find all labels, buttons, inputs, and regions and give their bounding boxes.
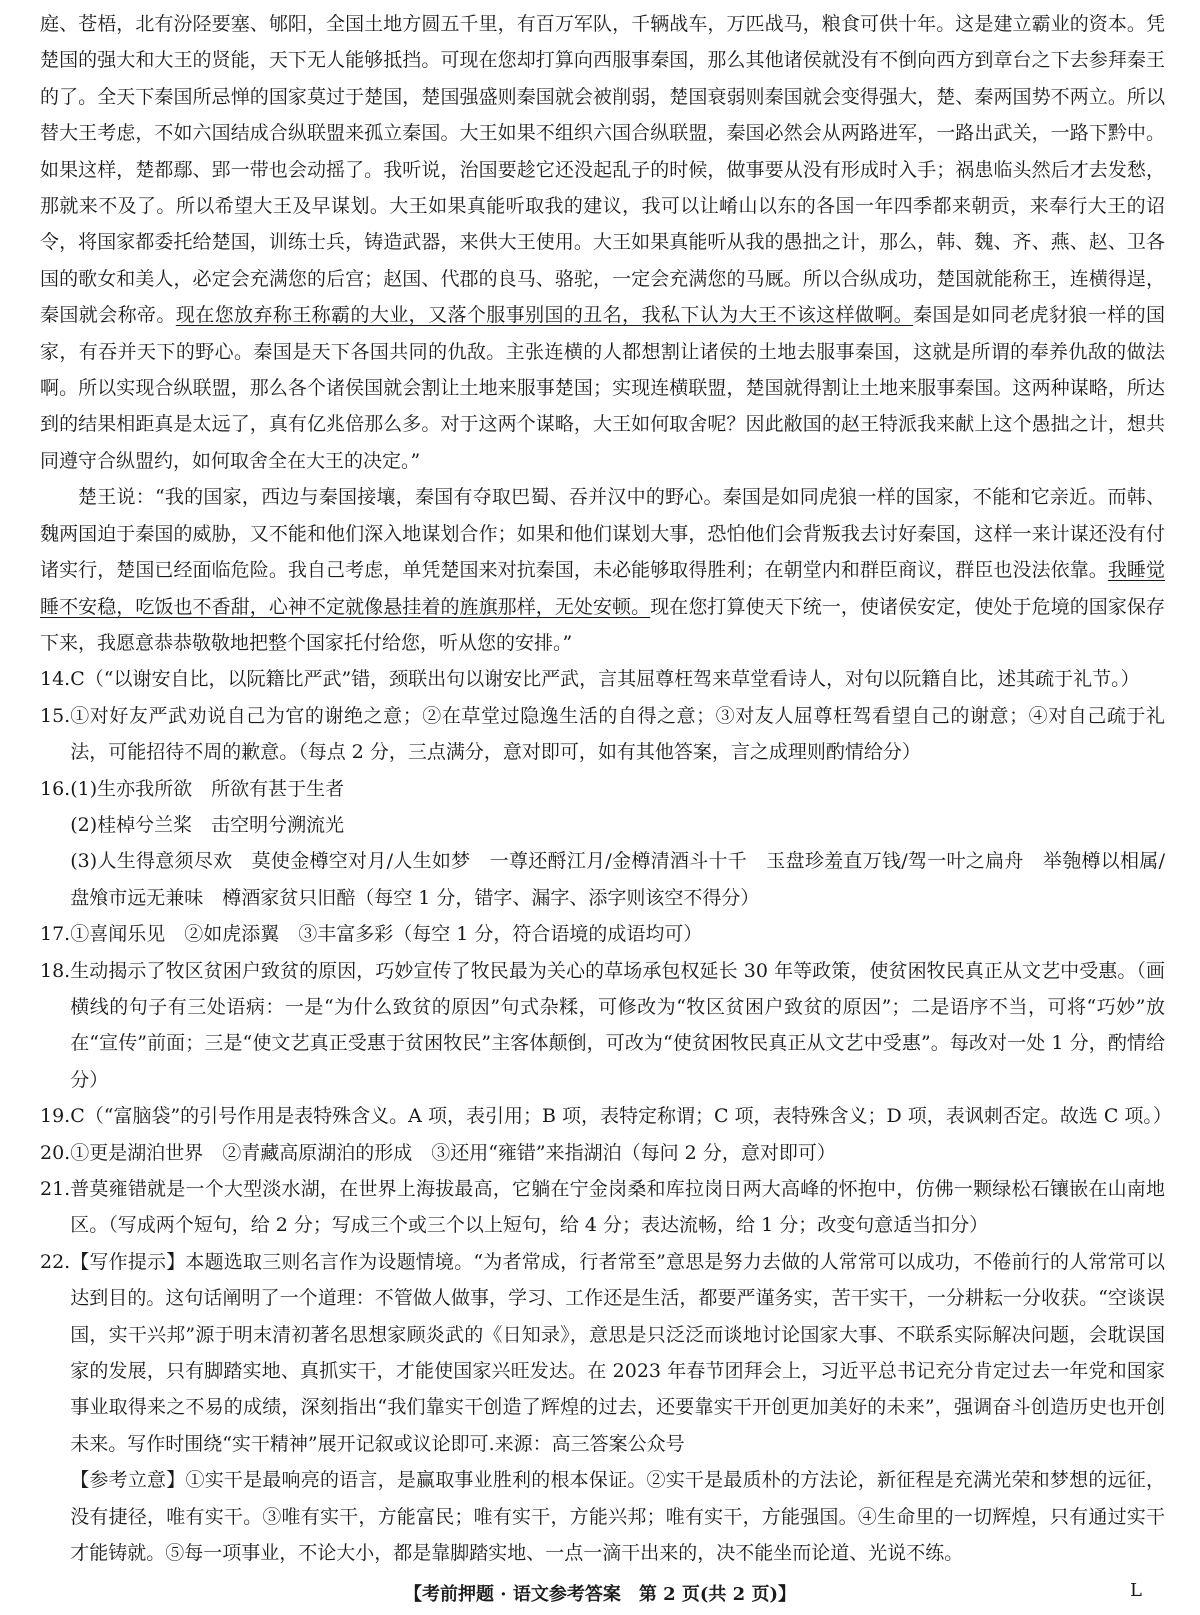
answer-text: 普莫雍错就是一个大型淡水湖，在世界上海拔最高，它躺在宁金岗桑和库拉岗日两大高峰的怀抱中，仿佛一颗绿松石镶嵌在山南地区。（写成两个短句，给 2 分；写成三个或三个以上短句，给 4 分；表达流畅，给 1 分；改变句意适当扣分） (70, 1178, 1165, 1237)
footer-label: 【考前押题 · 语文参考答案 第 2 页(共 2 页)】 (404, 1584, 796, 1605)
question-number: 17. (40, 923, 71, 946)
answer-line: (1)生亦我所欲 所欲有甚于生者 (70, 777, 345, 800)
answer-22 (40, 1244, 1165, 1572)
answer-15 (40, 698, 1165, 771)
question-number: 22. (40, 1250, 71, 1273)
answer-20 (40, 1135, 1165, 1171)
passage-text: 庭、苍梧，北有汾陉要塞、郇阳，全国土地方圆五千里，有百万军队，千辆战车，万匹战马，粮食可供十年。这是建立霸业的资本。凭楚国的强大和大王的贤能，天下无人能够抵挡。可现在您却打算向西服事秦国，那么其他诸侯就没有不倒向西方到章台之下去参拜秦王的了。全天下秦国所忌惮的国家莫过于楚国，楚国强盛则秦国就会被削弱，楚国衰弱则秦国就会变得强大，楚、秦两国势不两立。所以替大王考虑，不如六国结成合纵联盟来孤立秦国。大王如果不组织六国合纵联盟，秦国必然会从两路进军，一路出武关，一路下黔中。如果这样，楚都鄢、郢一带也会动摇了。我听说，治国要趁它还没起乱子的时候，做事要从没有形成时入手；祸患临头然后才去发愁，那就来不及了。所以希望大王及早谋划。大王如果真能听取我的建议，我可以让崤山以东的各国一年四季都来朝贡，来奉行大王的诏令，将国家都委托给楚国，训练士兵，铸造武器，来供大王使用。大王如果真能听从我的愚拙之计，那么，韩、魏、齐、燕、赵、卫各国的歌女和美人，必定会充满您的后宫；赵国、代郡的良马、骆驼，一定会充满您的马厩。所以合纵成功，楚国就能称王，连横得逞，秦国就会称帝。 (40, 13, 1165, 327)
answer-text: C（“以谢安自比，以阮籍比严武”错，颈联出句以谢安比严武，言其屈尊枉驾来草堂看诗人，对句以阮籍自比，述其疏于礼节。） (70, 668, 1140, 691)
passage-paragraph-1 (40, 6, 1165, 479)
passage-text: 现在您打算使天下统一，使诸侯安定，使处于危境的国家保存下来，我愿意恭恭敬敬地把整个国家托付给您，听从您的安排。” (40, 595, 1165, 654)
passage-paragraph-2 (40, 479, 1165, 661)
reference-theme: 【参考立意】①实干是最响亮的语言，是赢取事业胜利的根本保证。②实干是最质朴的方法论，新征程是充满光荣和梦想的远征，没有捷径，唯有实干。③唯有实干，方能富民；唯有实干，方能兴邦；唯有实干，方能强国。④生命里的一切辉煌，只有通过实干才能铸就。⑤每一项事业，不论大小，都是靠脚踏实地、一点一滴干出来的，决不能坐而论道、光说不练。 (70, 1469, 1165, 1565)
answer-14 (40, 661, 1165, 697)
question-number: 20. (40, 1141, 71, 1164)
passage-text: 秦国是如同老虎豺狼一样的国家，有吞并天下的野心。秦国是天下各国共同的仇敌。主张连横的人都想割让诸侯的土地去服事秦国，这就是所谓的奉养仇敌的做法啊。所以实现合纵联盟，那么各个诸侯国就会割让土地来服事楚国；实现连横联盟，楚国就得割让土地来服事秦国。这两种谋略，所达到的结果相距真是太远了，真有亿兆倍那么多。对于这两个谋略，大王如何取舍呢？因此敝国的赵王特派我来献上这个愚拙之计，想共同遵守合纵盟约，如何取舍全在大王的决定。” (40, 304, 1165, 472)
question-number: 14. (40, 668, 71, 691)
question-number: 21. (40, 1178, 71, 1200)
writing-tip: 【写作提示】本题选取三则名言作为设题情境。“为者常成，行者常至”意思是努力去做的人常常可以成功，不倦前行的人常常可以达到目的。这句话阐明了一个道理：不管做人做事，学习、工作还是生活，都要严谨务实，苦干实干，一分耕耘一分收获。“空谈误国，实干兴邦”源于明末清初著名思想家顾炎武的《日知录》，意思是只泛泛而谈地讨论国家大事、不联系实际解决问题，会耽误国家的发展，只有脚踏实地、真抓实干，才能使国家兴旺发达。在 2023 年春节团拜会上，习近平总书记充分肯定过去一年党和国家事业取得来之不易的成绩，深刻指出“我们靠实干创造了辉煌的过去，还要靠实干开创更加美好的未来”，强调奋斗创造历史也开创未来。写作时围绕“实干精神”展开记叙或议论即可.来源：高三答案公众号 (70, 1250, 1165, 1455)
answer-21 (40, 1171, 1165, 1244)
answer-text: C（“富脑袋”的引号作用是表特殊含义。A 项，表引用；B 项，表特定称谓；C 项，表特殊含义；D 项，表讽刺否定。故选 C 项。） (70, 1105, 1172, 1128)
answer-line: (2)桂棹兮兰桨 击空明兮溯流光 (70, 813, 345, 836)
answer-17 (40, 916, 1165, 952)
answer-line: (3)人生得意须尽欢 莫使金樽空对月/人生如梦 一尊还酹江月/金樽清酒斗十千 玉盘珍羞直万钱/驾一叶之扁舟 举匏樽以相属/盘飧市远无兼味 樽酒家贫只旧醅（每空 1 分，错字、漏字、添字则该空不得分） (70, 850, 1165, 909)
underlined-sentence: 我睡觉睡不安稳，吃饭也不香甜，心神不定就像悬挂着的旌旗那样，无处安顿。 (40, 559, 1165, 618)
answer-text: 生动揭示了牧区贫困户致贫的原因，巧妙宣传了牧民最为关心的草场承包权延长 30 年等政策，使贫困牧民真正从文艺中受惠。（画横线的句子有三处语病：一是“为什么致贫的原因”句式杂糅，可修改为“牧区贫困户致贫的原因”；二是语序不当，可将“巧妙”放在“宣传”前面；三是“使文艺真正受惠于贫困牧民”主客体颠倒，可改为“使贫困牧民真正从文艺中受惠”。每改对一处 1 分，酌情给分） (70, 959, 1165, 1091)
underlined-sentence: 现在您放弃称王称霸的大业，又落个服事别国的丑名，我私下认为大王不该这样做啊。 (175, 304, 914, 327)
question-number: 15. (40, 704, 71, 727)
footer-letter: L (1130, 1580, 1142, 1601)
answer-text: ①喜闻乐见 ②如虎添翼 ③丰富多彩（每空 1 分，符合语境的成语均可） (70, 923, 703, 946)
question-number: 18. (40, 959, 71, 982)
page-footer (0, 1580, 1200, 1608)
answer-19 (40, 1098, 1172, 1134)
question-number: 16. (40, 777, 71, 800)
answer-page (40, 6, 1172, 1571)
answer-text: ①对好友严武劝说自己为官的谢绝之意；②在草堂过隐逸生活的自得之意；③对友人屈尊枉驾看望自己的谢意；④对自己疏于礼法，可能招待不周的歉意。（每点 2 分，三点满分，意对即可，如有其他答案，言之成理则酌情给分） (70, 704, 1165, 764)
question-number: 19. (40, 1105, 71, 1128)
answer-16 (40, 771, 1165, 917)
answer-text: ①更是湖泊世界 ②青藏高原湖泊的形成 ③还用“雍错”来指湖泊（每问 2 分，意对即可） (70, 1141, 836, 1164)
answer-18 (40, 953, 1165, 1099)
passage-text: 楚王说：“我的国家，西边与秦国接壤，秦国有夺取巴蜀、吞并汉中的野心。秦国是如同虎狼一样的国家，不能和它亲近。而韩、魏两国迫于秦国的威胁，又不能和他们深入地谋划合作；如果和他们谋划大事，恐怕他们会背叛我去讨好秦国，这样一来计谋还没有付诸实行，楚国已经面临危险。我自己考虑，单凭楚国来对抗秦国，未必能够取得胜利；在朝堂内和群臣商议，群臣也没法依靠。 (40, 486, 1165, 582)
